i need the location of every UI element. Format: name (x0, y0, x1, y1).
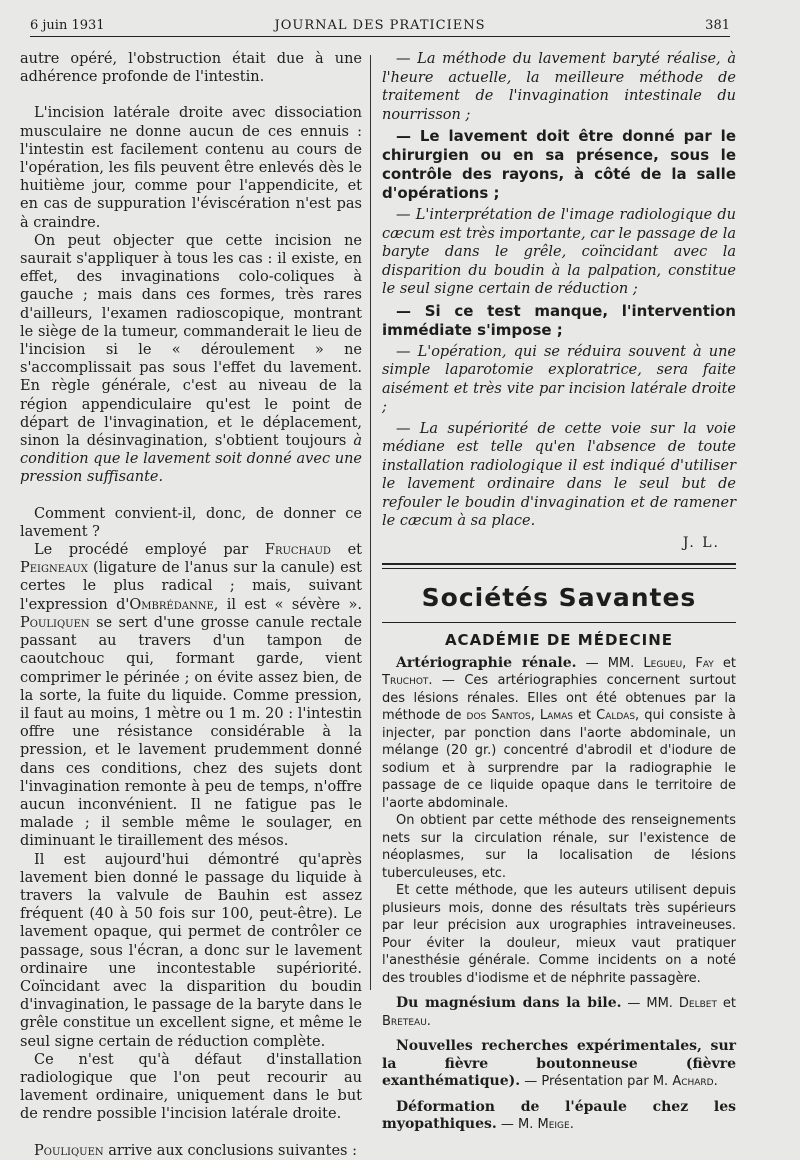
issue-date: 6 juin 1931 (30, 18, 105, 33)
paragraph (20, 232, 362, 487)
author-name: Meige (537, 1117, 570, 1132)
report-title: Artériographie rénale. (396, 654, 577, 671)
section-title: Sociétés Savantes (421, 582, 697, 612)
author-name: dos Santos, Lamas (466, 708, 573, 723)
academy-heading: ACADÉMIE DE MÉDECINE (444, 630, 674, 649)
author-name: Caldas (596, 708, 636, 723)
left-column (20, 50, 362, 1160)
text: . — Ces artériographies concernent surtout des lésions rénales. Elles ont été obtenues par la méthode de (382, 673, 736, 723)
text: On peut objecter que cette incision ne saurait s'appliquer à tous les cas : il existe, en effet, des invaginations colo-coliques à gauche ; mais dans ces formes, très rares d'ailleurs, l'examen radioscopique, montrant le siège de la tumeur, commanderait le lieu de l'incision si le « déroulement » ne s'accomplissait pas sous l'effet du lavement. En règle générale, c'est au niveau de la région appendiculaire qu'est le point de départ de l'invagination, et le déplacement, sinon la désinvagination, s'obtient toujours (20, 232, 362, 450)
paragraph: On obtient par cette méthode des renseignements nets sur la circulation rénale, sur l'existence de néoplasmes, sur la localisation de lésions tuberculeuses, etc. (382, 813, 736, 881)
report-title: Du magnésium dans la bile. (396, 995, 622, 1011)
author-name: Legueu, Fay (643, 655, 714, 671)
paragraph: Il est aujourd'hui démontré qu'après lavement bien donné le passage du liquide à travers la valvule de Bauhin est assez fréquent (40 à 50 fois sur 100, peut-être). Le lavement opaque, qui permet de contrôler ce passage, sous l'écran, a donc sur le lavement ordinaire une incontestable supériorité. Coïncidant avec la disparition du boudin d'invagination, le passage de la baryte dans le grêle constitue un excellent signe, et même le seul signe certain de réduction complète. (20, 851, 362, 1050)
paragraph: autre opéré, l'obstruction était due à une adhérence profonde de l'intestin. (20, 51, 362, 86)
report-entry (382, 995, 736, 1030)
text: et (330, 542, 362, 559)
conclusion-item: — Si ce test manque, l'intervention immédiate s'impose ; (382, 301, 736, 339)
conclusion-item: — La méthode du lavement baryté réalise, à l'heure actuelle, la meilleure méthode de traitement de l'invagination intestinale du nourrisson ; (382, 51, 736, 123)
report-title: Déformation de l'épaule chez les myopathiques. (382, 1098, 736, 1132)
author-name: Breteau (382, 1013, 427, 1029)
journal-title: JOURNAL DES PRATICIENS (274, 18, 486, 33)
right-column (382, 50, 736, 1134)
author-name: Peigneaux (20, 560, 88, 577)
column-divider (370, 55, 371, 990)
emphasis-text: à condition que le lavement soit donné avec une pression suffisante. (20, 433, 362, 486)
text: — MM. (621, 996, 679, 1011)
text: . (426, 1013, 431, 1029)
text: — MM. (576, 655, 644, 671)
text: et (572, 708, 597, 723)
text: arrive aux conclusions suivantes : (103, 1142, 357, 1159)
author-signature: J. L. (682, 534, 720, 551)
author-name: Fruchaud (264, 542, 331, 559)
text: — Présentation par M. (520, 1074, 673, 1089)
conclusion-item: — Le lavement doit être donné par le chirurgien ou en sa présence, sous le contrôle des rayons, à côté de la salle d'opérations ; (382, 127, 736, 202)
text: (ligature de l'anus sur la canule) est certes le plus radical ; mais, suivant l'expression d' (20, 560, 362, 613)
author-name: Pouliquen (20, 614, 90, 631)
text: , qui consiste à injecter, par ponction dans l'aorte abdominale, un mélange (20 gr.) concentré d'abrodil et d'iodure de sodium et à surprendre par la radiographie le passage de ce liquide opaque dans le territoire de l'aorte abdominale. (382, 708, 736, 811)
text: Le procédé employé par (34, 542, 265, 559)
report-entry (382, 655, 736, 813)
page-header (30, 18, 730, 37)
paragraph (20, 1142, 362, 1160)
text: se sert d'une grosse canule rectale passant au travers d'un tampon de caoutchouc qui, formant garde, vient comprimer le périnée ; on évite assez bien, de la sorte, la fuite du liquide. Comme pression, il faut au moins, 1 mètre ou 1 m. 20 : l'intestin offre une résistance considérable à la pression, et le lavement prudemment donné dans ces conditions, chez des sujets dont l'invagination remonte à peu de temps, n'offre aucun inconvénient. Il ne fatigue pas le malade ; il semble même le soulager, en diminuant le tiraillement des mésos. (20, 614, 362, 850)
text: , il est « sévère ». (213, 596, 362, 613)
paragraph (20, 541, 362, 850)
conclusion-item: — L'interprétation de l'image radiologique du cæcum est très importante, car le passage de la baryte dans le grêle, coïncidant avec la disparition du boudin à la palpation, constitue le seul signe certain de réduction ; (382, 207, 736, 297)
paragraph: Et cette méthode, que les auteurs utilisent depuis plusieurs mois, donne des résultats très supérieurs par leur précision aux urographies intraveineuses. Pour éviter la douleur, mieux vaut pratiquer l'anesthésie générale. Comme incidents on a noté des troubles d'iodisme et de néphrite passagère. (382, 883, 736, 986)
text: . (713, 1074, 718, 1089)
author-name: Achard (672, 1074, 714, 1089)
text: . (569, 1117, 574, 1132)
conclusion-item: — L'opération, qui se réduira souvent à une simple laparotomie exploratrice, sera faite aisément et très vite par incision latérale droite ; (382, 343, 736, 415)
section-rule (382, 622, 736, 623)
author-name: Pouliquen (34, 1142, 104, 1159)
paragraph: Ce n'est qu'à défaut d'installation radiologique que l'on peut recourir au lavement ordinaire, uniquement dans le but de rendre possible l'incision latérale droite. (20, 1051, 362, 1123)
section-separator (382, 563, 736, 569)
text: — M. (496, 1117, 538, 1132)
report-entry (382, 1099, 736, 1134)
paragraph: Comment convient-il, donc, de donner ce lavement ? (20, 505, 362, 540)
text: et (716, 996, 736, 1011)
conclusion-item: — La supériorité de cette voie sur la voie médiane est telle qu'en l'absence de toute installation radiologique il est indiqué d'utiliser le lavement ordinaire dans le seul but de refouler le boudin d'invagination et de ramener le cæcum à sa place. (382, 420, 736, 529)
paragraph: L'incision latérale droite avec dissociation musculaire ne donne aucun de ces ennuis : l'intestin est facilement contenu au cours de l'opération, les fils peuvent être enlevés dès le huitième jour, comme pour l'appendicite, et en cas de suppuration l'éviscération n'est pas à craindre. (20, 105, 362, 231)
author-name: Ombrédanne (129, 596, 214, 613)
text: et (713, 655, 736, 671)
report-title: Nouvelles recherches expérimentales, sur la fièvre boutonneuse (fièvre exanthématique). (382, 1038, 736, 1089)
report-entry (382, 1038, 736, 1091)
page-number: 381 (705, 18, 730, 33)
author-name: Truchot (382, 673, 429, 688)
author-name: Delbet (678, 996, 717, 1011)
